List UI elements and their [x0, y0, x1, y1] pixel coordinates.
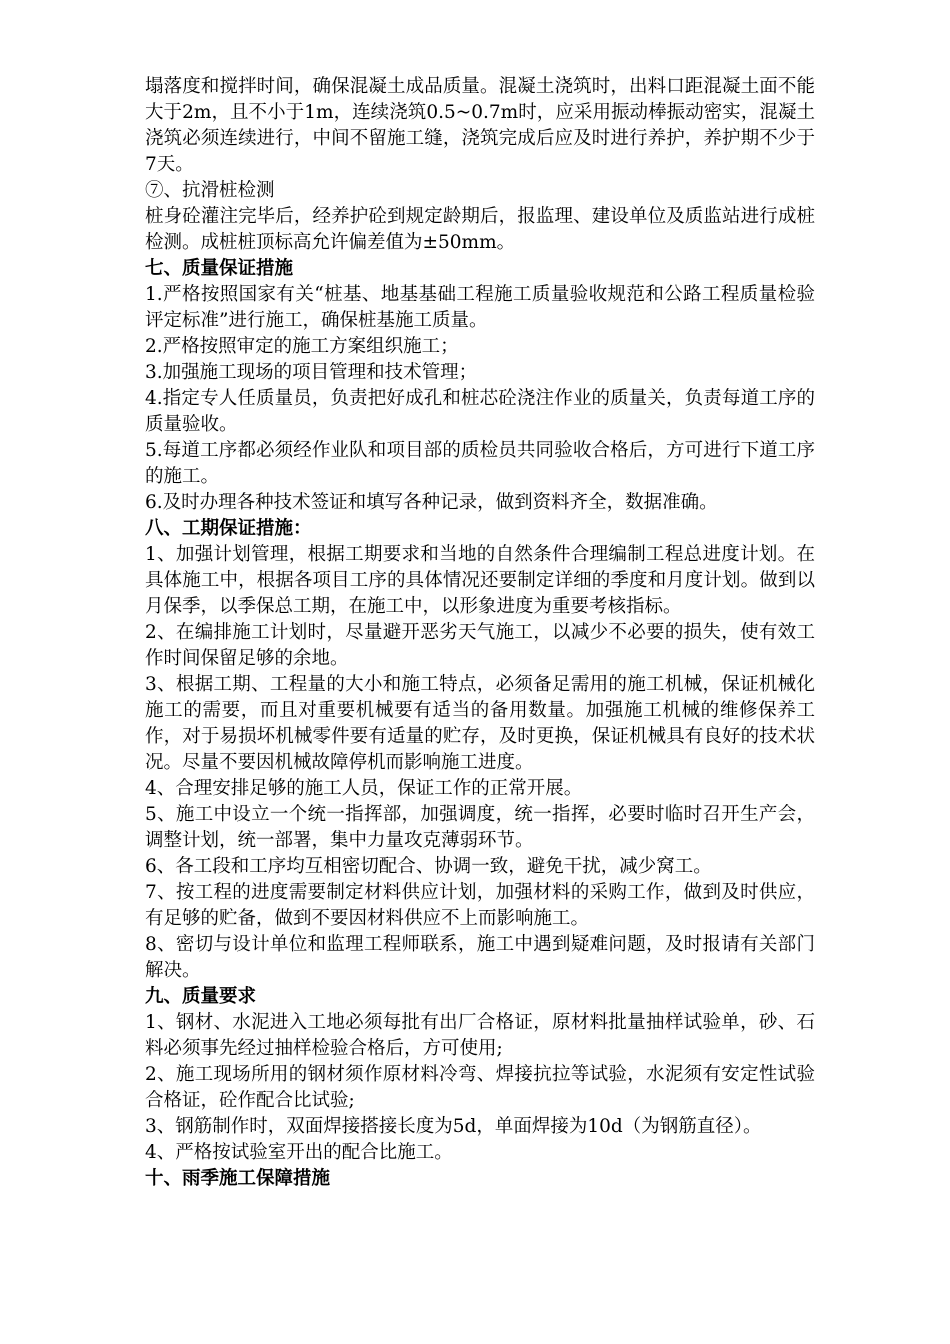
paragraph-schedule-2: 2、在编排施工计划时，尽量避开恶劣天气施工，以减少不必要的损失，使有效工作时间保留足够的余地。	[145, 622, 815, 669]
paragraph-qa-4: 4.指定专人任质量员，负责把好成孔和桩芯砼浇注作业的质量关，负责每道工序的质量验收。	[145, 388, 815, 435]
paragraph-schedule-4: 4、合理安排足够的施工人员，保证工作的正常开展。	[145, 778, 583, 799]
paragraph-schedule-3: 3、根据工期、工程量的大小和施工特点，必须备足需用的施工机械，保证机械化施工的需要，而且对重要机械要有适当的备用数量。加强施工机械的维修保养工作，对于易损坏机械零件要有适量的贮存，及时更换，保证机械具有良好的技术状况。尽量不要因机械故障停机而影响施工进度。	[145, 674, 815, 773]
paragraph-req-3: 3、钢筋制作时，双面焊接搭接长度为5d，单面焊接为10d（为钢筋直径）。	[145, 1116, 762, 1137]
heading-quality-requirements: 九、质量要求	[145, 986, 257, 1007]
paragraph-qa-1: 1.严格按照国家有关“桩基、地基基础工程施工质量验收规范和公路工程质量检验评定标准”进行施工，确保桩基施工质量。	[145, 284, 815, 331]
paragraph-anti-slide-pile-test-title: ⑦、抗滑桩检测	[145, 180, 275, 201]
paragraph-qa-5: 5.每道工序都必须经作业队和项目部的质检员共同验收合格后，方可进行下道工序的施工。	[145, 440, 815, 487]
paragraph-schedule-5: 5、施工中设立一个统一指挥部，加强调度，统一指挥，必要时临时召开生产会，调整计划，统一部署，集中力量攻克薄弱环节。	[145, 804, 815, 851]
heading-rainy-season: 十、雨季施工保障措施	[145, 1168, 331, 1189]
paragraph-req-2: 2、施工现场所用的钢材须作原材料冷弯、焊接抗拉等试验，水泥须有安定性试验合格证，砼作配合比试验;	[145, 1064, 815, 1111]
paragraph-schedule-1: 1、加强计划管理，根据工期要求和当地的自然条件合理编制工程总进度计划。在具体施工中，根据各项目工序的具体情况还要制定详细的季度和月度计划。做到以月保季，以季保总工期，在施工中，以形象进度为重要考核指标。	[145, 544, 815, 617]
document-body	[145, 74, 815, 1192]
paragraph-concrete-pouring: 塌落度和搅拌时间，确保混凝土成品质量。混凝土浇筑时，出料口距混凝土面不能大于2m，且不小于1m，连续浇筑0.5~0.7m时，应采用振动棒振动密实，混凝土浇筑必须连续进行，中间不留施工缝，浇筑完成后应及时进行养护，养护期不少于7天。	[145, 76, 815, 175]
paragraph-pile-inspection: 桩身砼灌注完毕后，经养护砼到规定龄期后，报监理、建设单位及质监站进行成桩检测。成桩桩顶标高允许偏差值为±50mm。	[145, 206, 815, 253]
heading-quality-assurance: 七、质量保证措施	[145, 258, 294, 279]
paragraph-qa-3: 3.加强施工现场的项目管理和技术管理；	[145, 362, 478, 383]
paragraph-req-4: 4、严格按试验室开出的配合比施工。	[145, 1142, 453, 1163]
paragraph-schedule-8: 8、密切与设计单位和监理工程师联系，施工中遇到疑难问题，及时报请有关部门解决。	[145, 934, 815, 981]
paragraph-qa-6: 6.及时办理各种技术签证和填写各种记录，做到资料齐全，数据准确。	[145, 492, 718, 513]
heading-schedule-assurance: 八、工期保证措施：	[145, 518, 312, 539]
paragraph-req-1: 1、钢材、水泥进入工地必须每批有出厂合格证，原材料批量抽样试验单，砂、石料必须事先经过抽样检验合格后，方可使用;	[145, 1012, 815, 1059]
paragraph-schedule-6: 6、各工段和工序均互相密切配合、协调一致，避免干扰，减少窝工。	[145, 856, 712, 877]
paragraph-qa-2: 2.严格按照审定的施工方案组织施工；	[145, 336, 459, 357]
paragraph-schedule-7: 7、按工程的进度需要制定材料供应计划，加强材料的采购工作，做到及时供应，有足够的贮备，做到不要因材料供应不上而影响施工。	[145, 882, 815, 929]
